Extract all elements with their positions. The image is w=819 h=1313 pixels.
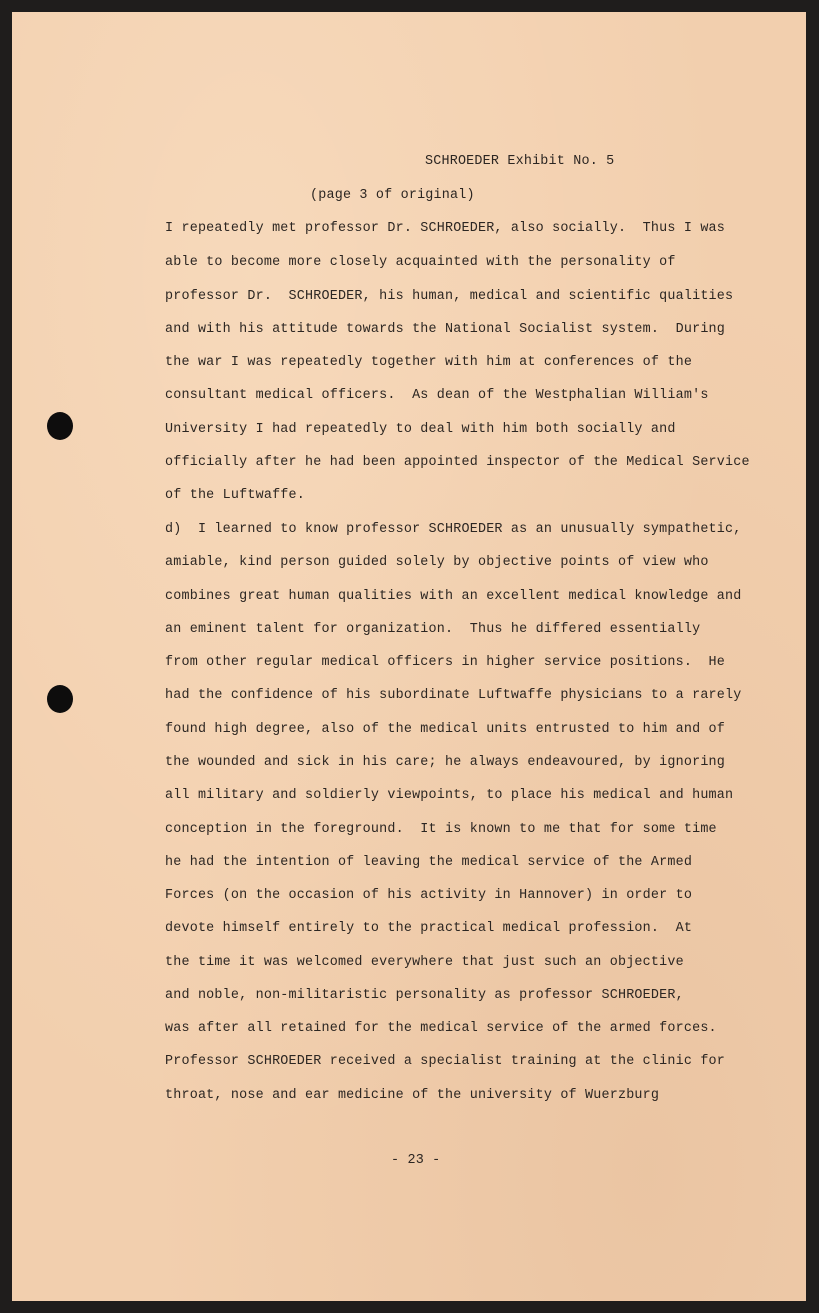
text-line: d) I learned to know professor SCHROEDER as an unusually sympathetic, bbox=[165, 522, 742, 537]
text-line: had the confidence of his subordinate Luftwaffe physicians to a rarely bbox=[165, 688, 742, 703]
text-line: throat, nose and ear medicine of the university of Wuerzburg bbox=[165, 1088, 660, 1103]
text-line: able to become more closely acquainted with the personality of bbox=[165, 255, 676, 270]
text-line: he had the intention of leaving the medical service of the Armed bbox=[165, 855, 693, 870]
text-line: of the Luftwaffe. bbox=[165, 488, 306, 503]
text-line: from other regular medical officers in higher service positions. He bbox=[165, 655, 726, 670]
text-line: professor Dr. SCHROEDER, his human, medical and scientific qualities bbox=[165, 289, 734, 304]
text-line: conception in the foreground. It is known to me that for some time bbox=[165, 822, 717, 837]
text-line: the time it was welcomed everywhere that just such an objective bbox=[165, 955, 684, 970]
text-line: consultant medical officers. As dean of the Westphalian William's bbox=[165, 388, 709, 403]
text-line: Forces (on the occasion of his activity in Hannover) in order to bbox=[165, 888, 693, 903]
text-line: combines great human qualities with an excellent medical knowledge and bbox=[165, 589, 742, 604]
text-line: and with his attitude towards the National Socialist system. During bbox=[165, 322, 726, 337]
text-line: was after all retained for the medical service of the armed forces. bbox=[165, 1021, 717, 1036]
text-line: an eminent talent for organization. Thus he differed essentially bbox=[165, 622, 701, 637]
text-line: the war I was repeatedly together with him at conferences of the bbox=[165, 355, 693, 370]
text-line: all military and soldierly viewpoints, to place his medical and human bbox=[165, 788, 734, 803]
text-line: amiable, kind person guided solely by objective points of view who bbox=[165, 555, 709, 570]
text-line: I repeatedly met professor Dr. SCHROEDER, also socially. Thus I was bbox=[165, 221, 726, 236]
text-line: and noble, non-militaristic personality as professor SCHROEDER, bbox=[165, 988, 684, 1003]
text-line: officially after he had been appointed inspector of the Medical Service bbox=[165, 455, 750, 470]
source-page-note: (page 3 of original) bbox=[310, 188, 475, 203]
text-line: devote himself entirely to the practical medical profession. At bbox=[165, 921, 693, 936]
text-line: found high degree, also of the medical units entrusted to him and of bbox=[165, 722, 726, 737]
text-line: the wounded and sick in his care; he always endeavoured, by ignoring bbox=[165, 755, 726, 770]
text-line: University I had repeatedly to deal with him both socially and bbox=[165, 422, 676, 437]
punch-hole bbox=[47, 685, 73, 713]
page-number: - 23 - bbox=[391, 1153, 441, 1168]
punch-hole bbox=[47, 412, 73, 440]
exhibit-title: SCHROEDER Exhibit No. 5 bbox=[425, 154, 615, 169]
text-line: Professor SCHROEDER received a specialist training at the clinic for bbox=[165, 1054, 726, 1069]
